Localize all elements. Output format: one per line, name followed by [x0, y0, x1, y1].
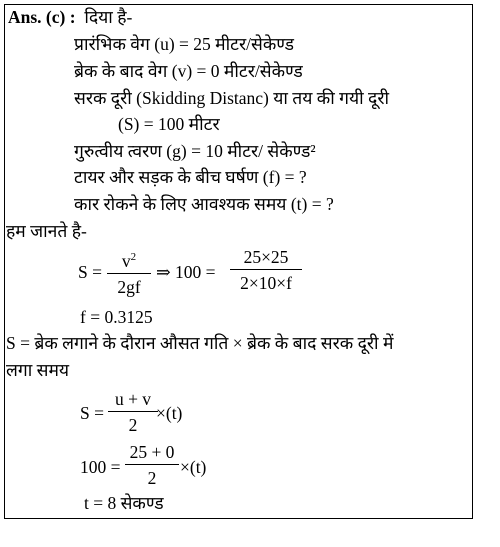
- eq2-rhs: ×(t): [156, 403, 183, 423]
- given-time: कार रोकने के लिए आवश्यक समय (t) = ?: [74, 194, 334, 214]
- given-intro: दिया है-: [84, 7, 133, 27]
- eq1-fraction-2: [230, 246, 302, 294]
- eq3-numerator: 25 + 0: [129, 442, 175, 462]
- eq2-numerator: u + v: [114, 389, 152, 409]
- given-skidding-distance: सरक दूरी (Skidding Distanc) या तय की गयी दूरी: [74, 88, 390, 108]
- eq2-denominator: 2: [128, 415, 138, 435]
- statement-line-2: लगा समय: [6, 360, 70, 380]
- eq1-denominator: 2gf: [117, 276, 141, 297]
- given-final-velocity: ब्रेक के बाद वेग (v) = 0 मीटर/सेकेण्ड: [74, 61, 303, 81]
- eq3-lhs: 100 =: [80, 457, 121, 477]
- eq3-rhs: ×(t): [180, 457, 207, 477]
- eq1-denominator-2: 2×10×f: [240, 273, 292, 293]
- given-distance-value: (S) = 100 मीटर: [118, 114, 220, 134]
- eq1-lhs: S =: [78, 262, 102, 282]
- eq1-numerator-2: 25×25: [243, 247, 289, 267]
- eq3-fraction: [125, 441, 179, 489]
- eq1-fraction: [107, 246, 151, 298]
- statement-line-1: S = ब्रेक लगाने के दौरान औसत गति × ब्रेक के बाद सरक दूरी में: [6, 333, 394, 353]
- given-friction: टायर और सड़क के बीच घर्षण (f) = ?: [74, 167, 307, 187]
- given-gravity: गुरुत्वीय त्वरण (g) = 10 मीटर/ सेकेण्ड²: [74, 141, 316, 161]
- eq2-lhs: S =: [80, 403, 104, 423]
- answer-header: [8, 6, 132, 28]
- eq2-fraction: [108, 388, 158, 436]
- time-result: t = 8 सेकण्ड: [84, 493, 164, 513]
- answer-label: Ans. (c) :: [8, 7, 76, 27]
- eq1-implies: ⇒ 100 =: [156, 262, 216, 282]
- given-initial-velocity: प्रारंभिक वेग (u) = 25 मीटर/सेकेण्ड: [74, 34, 294, 54]
- we-know-label: हम जानते है-: [6, 221, 87, 241]
- eq3-denominator: 2: [147, 468, 157, 488]
- friction-result: f = 0.3125: [80, 307, 153, 327]
- eq1-numerator: $v^2$: [121, 250, 137, 271]
